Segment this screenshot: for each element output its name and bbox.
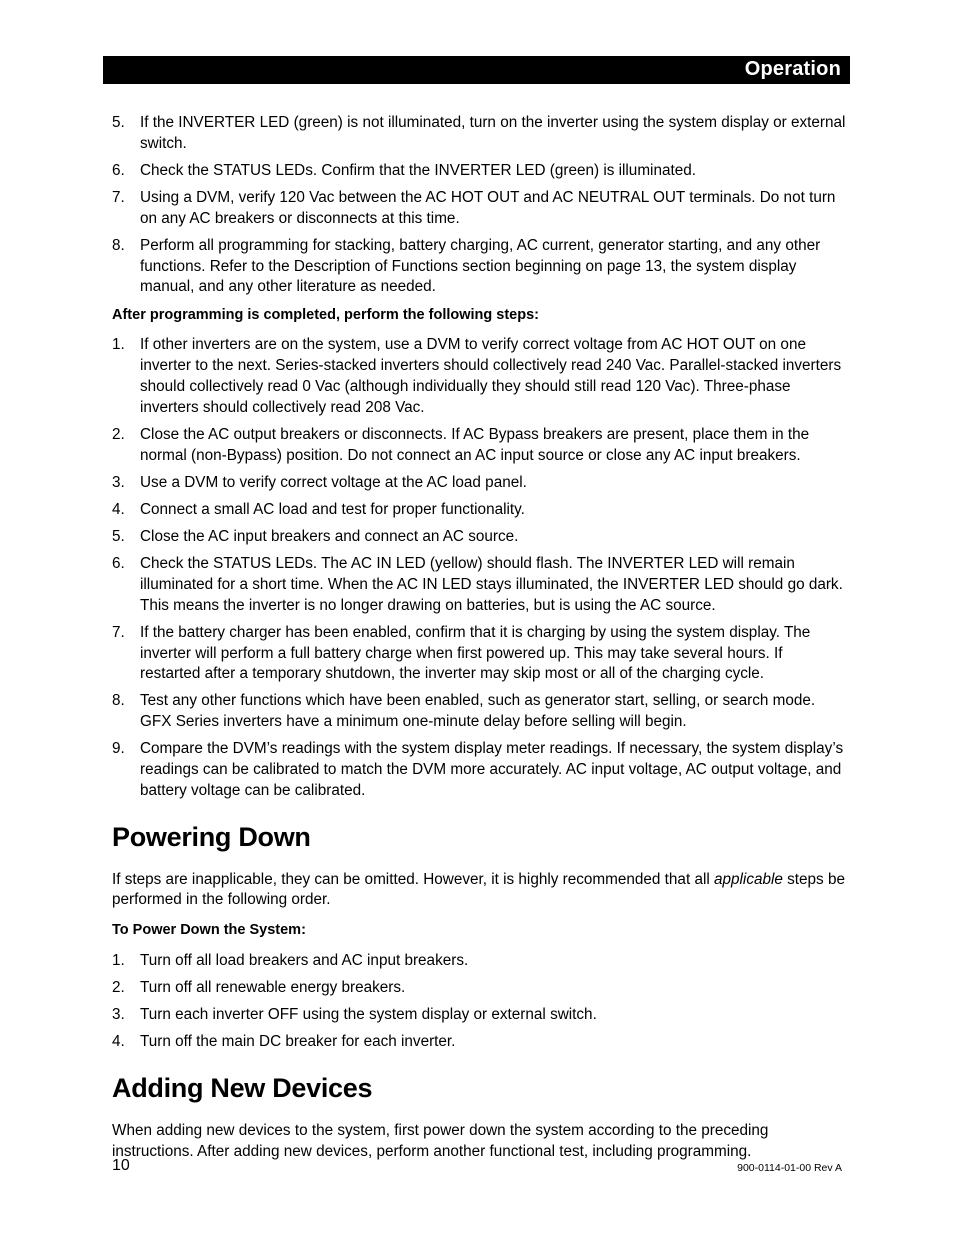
list-item [112, 554, 847, 616]
step-text: Close the AC output breakers or disconnects. If AC Bypass breakers are present, place them in the normal (non-Bypass) position. Do not connect an AC input source or close any AC input breakers. [140, 425, 810, 464]
list-item [112, 335, 847, 418]
list-item [112, 978, 847, 999]
after-programming-heading: After programming is completed, perform the following steps: [112, 306, 539, 323]
adding-devices-body: When adding new devices to the system, first power down the system according to the preceding instructions. After adding new devices, perform another functional test, including programming. [112, 1122, 769, 1160]
step-text: Using a DVM, verify 120 Vac between the AC HOT OUT and AC NEUTRAL OUT terminals. Do not turn on any AC breakers or disconnects at this time. [140, 188, 836, 227]
adding-devices-heading: Adding New Devices [112, 1073, 373, 1104]
power-down-steps-list [112, 951, 847, 1053]
list-item [112, 473, 847, 494]
page-content [112, 113, 847, 1172]
step-text: Compare the DVM’s readings with the system display meter readings. If necessary, the system display’s readings can be calibrated to match the DVM more accurately. AC input voltage, AC output voltage, and battery voltage can be calibrated. [140, 740, 844, 799]
list-item [112, 739, 847, 801]
step-text: Connect a small AC load and test for proper functionality. [140, 500, 525, 518]
step-text: Close the AC input breakers and connect an AC source. [140, 527, 519, 545]
step-text: Use a DVM to verify correct voltage at the AC load panel. [140, 473, 527, 491]
section-header-bar [103, 56, 850, 84]
step-number: 5. [112, 527, 125, 545]
page-number: 10 [112, 1157, 130, 1174]
list-item [112, 951, 847, 972]
list-item [112, 691, 847, 733]
step-number: 4. [112, 500, 125, 518]
section-title: Operation [744, 58, 841, 80]
list-item [112, 188, 847, 230]
intro-text: If steps are inapplicable, they can be omitted. However, it is highly recommended that all [112, 870, 714, 888]
step-text: If the battery charger has been enabled, confirm that it is charging by using the system display. The inverter will perform a full battery charge when first powered up. This may take several hours. If restarted after a temporary shutdown, the inverter may skip most or all of the charging cycle. [140, 623, 811, 683]
step-text: Check the STATUS LEDs. The AC IN LED (yellow) should flash. The INVERTER LED will remain illuminated for a short time. When the AC IN LED stays illuminated, the INVERTER LED should go dark. This means the inverter is no longer drawing on batteries, but is using the AC source. [140, 555, 843, 614]
intro-emphasis: applicable [714, 870, 783, 888]
step-number: 6. [112, 161, 125, 179]
step-number: 5. [112, 114, 125, 131]
post-programming-steps-list [112, 335, 847, 801]
step-number: 8. [112, 692, 125, 710]
step-text: Turn off all renewable energy breakers. [140, 979, 406, 997]
step-text: Turn off the main DC breaker for each inverter. [140, 1033, 456, 1051]
step-number: 7. [112, 188, 125, 206]
step-number: 8. [112, 236, 125, 254]
powering-down-heading: Powering Down [112, 821, 311, 852]
startup-steps-list [112, 113, 847, 298]
step-number: 9. [112, 740, 125, 758]
step-text: If other inverters are on the system, use a DVM to verify correct voltage from AC HOT OUT on one inverter to the next. Series-stacked inverters should collectively read 240 Vac. Parallel-stacked inverters should collectively read 0 Vac (although individually they should still read 120 Vac). Three-phase inverters should collectively read 208 Vac. [140, 336, 842, 416]
list-item [112, 425, 847, 467]
power-down-subheading: To Power Down the System: [112, 922, 306, 939]
step-number: 6. [112, 555, 125, 573]
list-item [112, 527, 847, 548]
step-number: 3. [112, 473, 125, 491]
list-item [112, 500, 847, 521]
step-text: Test any other functions which have been enabled, such as generator start, selling, or search mode. GFX Series inverters have a minimum one-minute delay before selling will begin. [140, 692, 816, 731]
step-number: 1. [112, 336, 125, 354]
intro-text-end: steps be performed in the following order. [112, 870, 845, 909]
list-item [112, 161, 847, 182]
step-number: 1. [112, 952, 125, 970]
step-text: Turn off all load breakers and AC input breakers. [140, 952, 469, 970]
list-item [112, 1032, 847, 1053]
step-text: Turn each inverter OFF using the system display or external switch. [140, 1006, 597, 1024]
step-number: 2. [112, 425, 125, 443]
step-number: 2. [112, 979, 125, 997]
step-text: If the INVERTER LED (green) is not illuminated, turn on the inverter using the system display or external switch. [140, 114, 846, 152]
list-item [112, 236, 847, 298]
list-item [112, 1005, 847, 1026]
step-number: 3. [112, 1006, 125, 1024]
step-text: Check the STATUS LEDs. Confirm that the INVERTER LED (green) is illuminated. [140, 161, 696, 179]
step-number: 4. [112, 1033, 125, 1051]
step-number: 7. [112, 623, 125, 641]
document-id: 900-0114-01-00 Rev A [737, 1162, 842, 1174]
step-text: Perform all programming for stacking, battery charging, AC current, generator starting, and any other functions. Refer to the Description of Functions section beginning on page 13, the system display manual, and any other literature as needed. [140, 236, 821, 296]
list-item [112, 113, 847, 155]
list-item [112, 623, 847, 685]
powering-down-intro [112, 870, 847, 912]
